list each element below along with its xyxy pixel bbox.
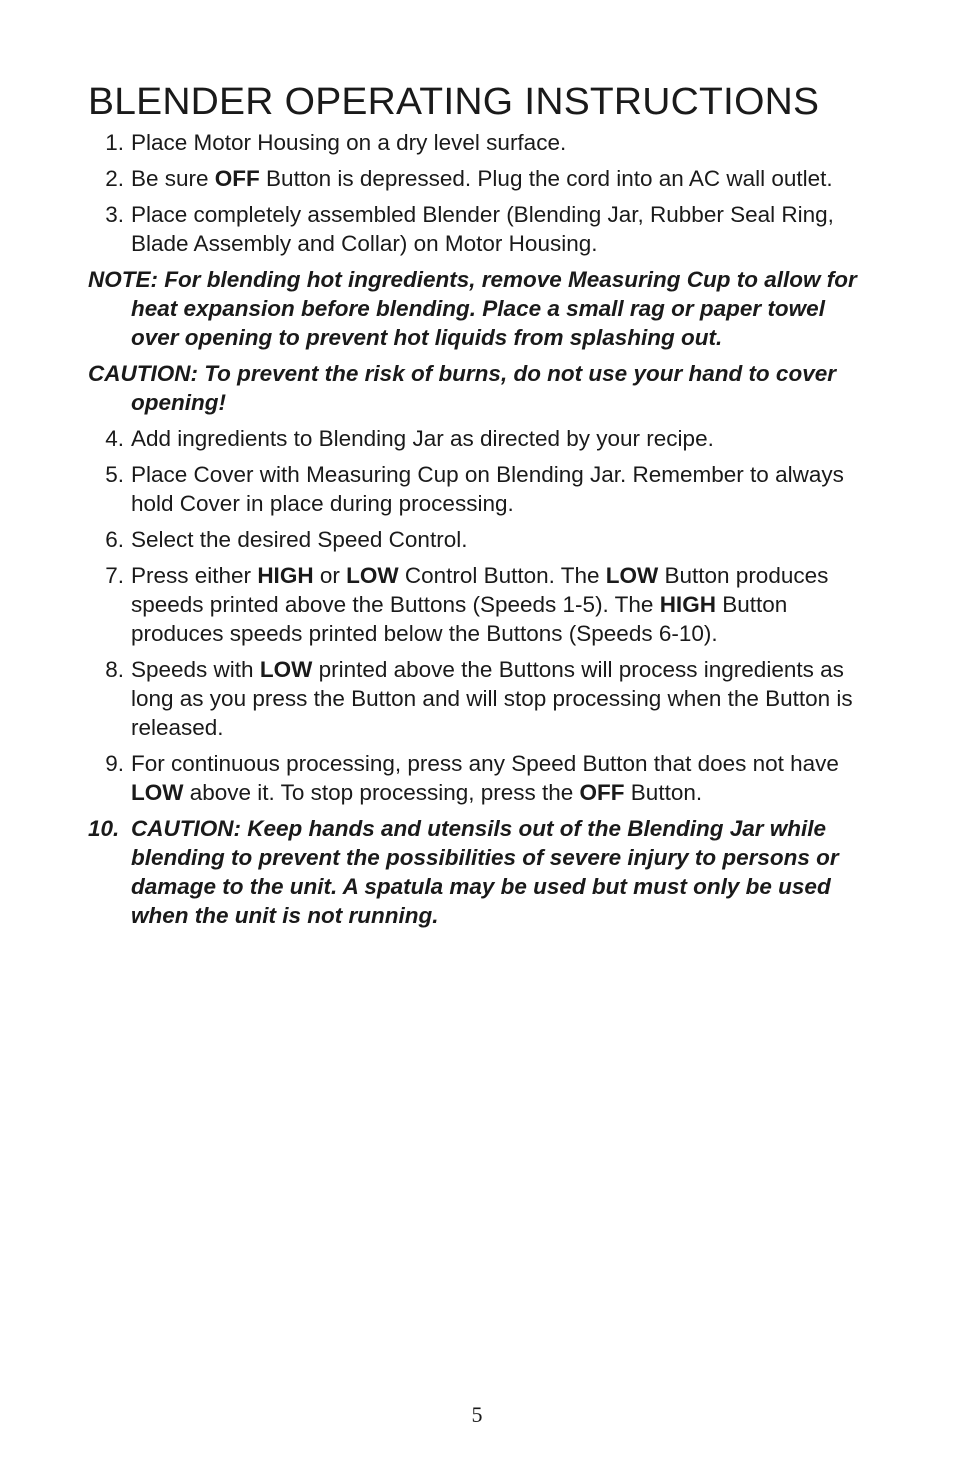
list-item [88,460,868,518]
step-text: For continuous processing, press any Speed Button that does not have LOW above it. To stop processing, press the OFF Button. [131,751,839,805]
caution-paragraph: CAUTION: To prevent the risk of burns, do not use your hand to cover opening! [88,361,836,415]
list-item [88,424,868,453]
step-number: 4. [105,426,124,451]
step-number: 3. [105,202,124,227]
step-text: Place completely assembled Blender (Blending Jar, Rubber Seal Ring, Blade Assembly and Collar) on Motor Housing. [131,202,834,256]
list-item [88,200,868,258]
step-text: Place Cover with Measuring Cup on Blending Jar. Remember to always hold Cover in place during processing. [131,462,844,516]
step-number: 1. [105,130,124,155]
note-paragraph: NOTE: For blending hot ingredients, remove Measuring Cup to allow for heat expansion before blending. Place a small rag or paper towel over opening to prevent hot liquids from splashing out. [88,267,857,350]
step-text: Place Motor Housing on a dry level surface. [131,130,567,155]
list-item [88,655,868,742]
step-text: Be sure OFF Button is depressed. Plug the cord into an AC wall outlet. [131,166,833,191]
step-number: 7. [105,563,124,588]
list-item [88,561,868,648]
list-item [88,128,868,157]
step-text: Select the desired Speed Control. [131,527,468,552]
step-number: 10. [88,816,120,841]
step-number: 9. [105,751,124,776]
page-number: 5 [471,1402,483,1427]
step-number: 8. [105,657,124,682]
step-text: Speeds with LOW printed above the Buttons will process ingredients as long as you press the Button and will stop processing when the Button is released. [131,657,853,740]
step-text: Press either HIGH or LOW Control Button. The LOW Button produces speeds printed above the Buttons (Speeds 1-5). The HIGH Button produces speeds printed below the Buttons (Speeds 6-10). [131,563,829,646]
step-number: 6. [105,527,124,552]
step-text: Add ingredients to Blending Jar as directed by your recipe. [131,426,714,451]
step-text: CAUTION: Keep hands and utensils out of the Blending Jar while blending to prevent the possibilities of severe injury to persons or damage to the unit. A spatula may be used but must only be used when the unit is not running. [131,816,839,928]
step-number: 5. [105,462,124,487]
step-10-caution [88,814,868,930]
list-item [88,749,868,807]
page-title: BLENDER OPERATING INSTRUCTIONS [88,80,820,123]
list-item [88,164,868,193]
step-number: 2. [105,166,124,191]
instructions-body [88,128,868,937]
list-item [88,525,868,554]
